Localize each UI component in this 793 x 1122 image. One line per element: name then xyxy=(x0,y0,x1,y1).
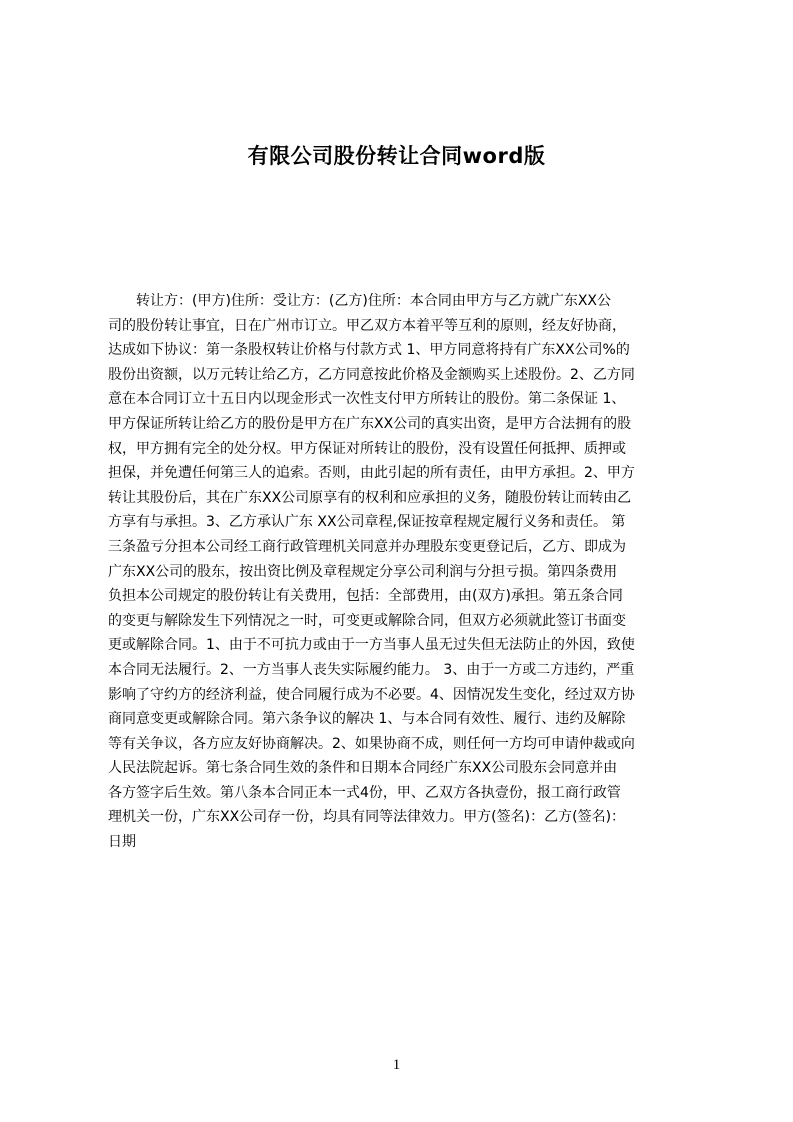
body-line: 转让方：(甲方)住所：受让方：(乙方)住所：本合同由甲方与乙方就广东XX公 xyxy=(108,293,612,309)
document-title: 有限公司股份转让合同word版 xyxy=(247,144,546,168)
body-line: 达成如下协议：第一条股权转让价格与付款方式 1、甲方同意将持有广东XX公司%的 xyxy=(108,342,630,359)
body-line: 权，甲方拥有完全的处分权。甲方保证对所转让的股份，没有设置任何抵押、质押或 xyxy=(108,440,626,457)
body-line: 三条盈亏分担本公司经工商行政管理机关同意并办理股东变更登记后，乙方、即成为 xyxy=(108,538,626,555)
body-line: 股份出资额，以万元转让给乙方，乙方同意按此价格及金额购买上述股份。2、乙方同 xyxy=(108,366,635,383)
body-line: 甲方保证所转让给乙方的股份是甲方在广东XX公司的真实出资，是甲方合法拥有的股 xyxy=(108,415,632,432)
body-line: 人民法院起诉。第七条合同生效的条件和日期本合同经广东XX公司股东会同意并由 xyxy=(108,760,618,777)
body-line: 意在本合同订立十五日内以现金形式一次性支付甲方所转让的股份。第二条保证 1、 xyxy=(108,391,626,408)
body-line: 更或解除合同。1、由于不可抗力或由于一方当事人虽无过失但无法防止的外因，致使 xyxy=(108,637,635,654)
body-line: 负担本公司规定的股份转让有关费用，包括：全部费用，由(双方)承担。第五条合同 xyxy=(108,588,623,605)
body-line: 等有关争议，各方应友好协商解决。2、如果协商不成，则任何一方均可申请仲裁或向 xyxy=(108,735,635,752)
body-line: 广东XX公司的股东，按出资比例及章程规定分享公司利润与分担亏损。第四条费用 xyxy=(108,563,618,580)
body-line: 的变更与解除发生下列情况之一时，可变更或解除合同，但双方必须就此签订书面变 xyxy=(108,612,626,629)
body-line: 转让其股份后，其在广东XX公司原享有的权利和应承担的义务，随股份转让而转由乙 xyxy=(108,489,632,506)
body-line: 商同意变更或解除合同。第六条争议的解决 1、与本合同有效性、履行、违约及解除 xyxy=(108,711,626,728)
body-line: 担保，并免遭任何第三人的追索。否则，由此引起的所有责任，由甲方承担。2、甲方 xyxy=(108,465,635,482)
body-line: 日期 xyxy=(108,834,136,851)
body-line: 各方签字后生效。第八条本合同正本一式4份，甲、乙双方各执壹份，报工商行政管 xyxy=(108,784,621,801)
body-line: 本合同无法履行。2、一方当事人丧失实际履约能力。 3、由于一方或二方违约，严重 xyxy=(108,661,635,678)
body-line: 影响了守约方的经济利益，使合同履行成为不必要。4、因情况发生变化，经过双方协 xyxy=(108,686,635,703)
body-line: 理机关一份，广东XX公司存一份，均具有同等法律效力。甲方(签名)：乙方(签名)： xyxy=(108,809,626,826)
body-line: 司的股份转让事宜，日在广州市订立。甲乙双方本着平等互利的原则，经友好协商， xyxy=(108,317,626,334)
body-line: 方享有与承担。3、乙方承认广东 XX公司章程,保证按章程规定履行义务和责任。 第 xyxy=(108,514,626,531)
contract-body xyxy=(108,289,698,855)
page-number: 1 xyxy=(392,1057,401,1073)
